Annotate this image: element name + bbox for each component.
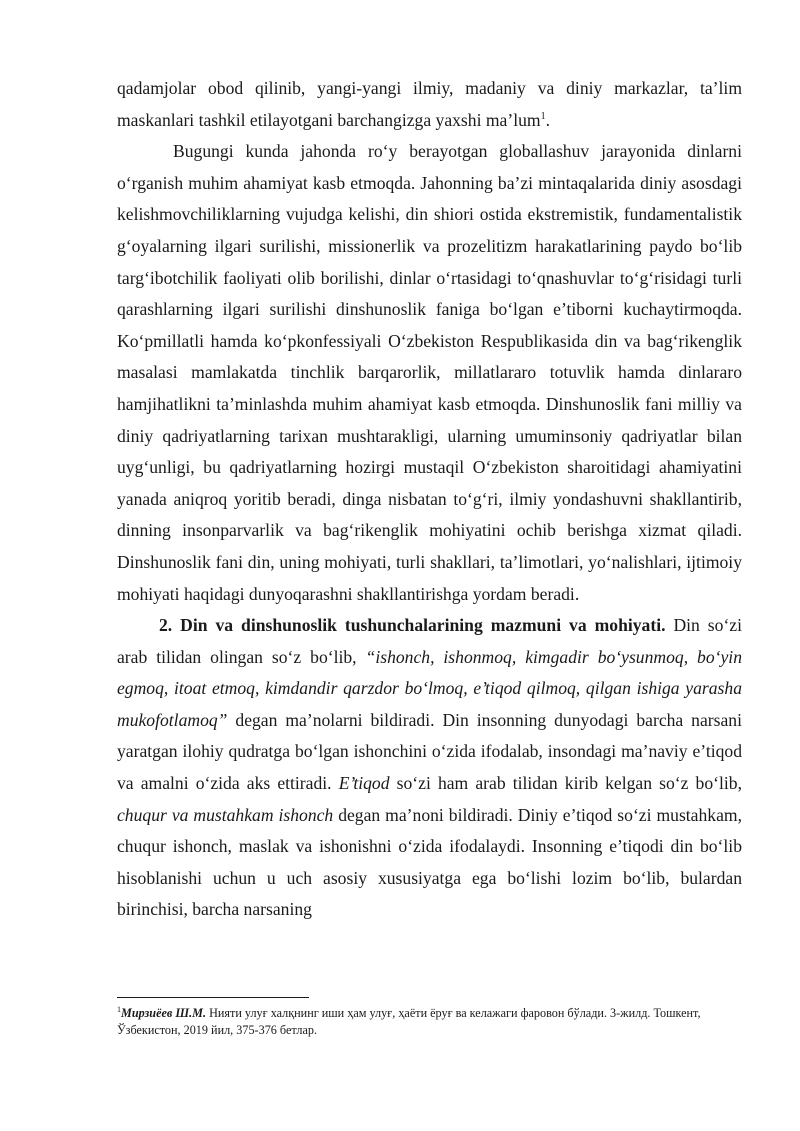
paragraph-text: degan ma’noni bildiradi. Diniy e’tiqod so‘zi mustahkam, chuqur ishonch, maslak va ishonishni o‘zida ifodalaydi. Insonning e’tiqodi din bo‘lib hisoblanishi uchun u uch asosiy xususiyatga ega bo‘lishi lozim bo‘lib, bulardan birinchisi, barcha narsaning <box>117 804 742 920</box>
footnote-number: 1 <box>117 1004 121 1014</box>
paragraph-continuation <box>117 73 742 136</box>
paragraph-text: so‘zi ham arab tilidan kirib kelgan so‘z bo‘lib, <box>389 773 742 794</box>
footnote-author: Мирзиёев Ш.М. <box>121 1006 207 1020</box>
paragraph-definitions <box>117 610 742 926</box>
paragraph-text: degan ma’nolarni bildiradi. Din insonning dunyodagi barcha narsani yaratgan ilohiy qudratga bo‘lgan ishonchini o‘zida ifodalab, insondagi ma’naviy e’tiqod va amalni o‘zida aks ettiradi. <box>117 709 742 794</box>
footnote-text: Нияти улуғ халқнинг иши ҳам улуғ, ҳаёти ёруғ ва келажаги фаровон бўлади. 3-жилд. Тошкент, Ўзбекистон, 2019 йил, 375-376 бетлар. <box>117 1006 701 1037</box>
footnote-divider <box>117 997 309 998</box>
section-heading: 2. Din va dinshunoslik tushunchalarining mazmuni va mohiyati. <box>159 615 666 636</box>
italic-term: E’tiqod <box>338 773 390 794</box>
paragraph-globalization: Bugungi kunda jahonda ro‘y berayotgan globallashuv jarayonida dinlarni o‘rganish muhim ahamiyat kasb etmoqda. Jahonning ba’zi mintaqalarida diniy asosdagi kelishmovchiliklarning vujudga kelishi, din shiori ostida ekstremistik, fundamentalistik g‘oyalarning ilgari surilishi, missionerlik va prozelitizm harakatlarining paydo bo‘lib targ‘ibotchilik faoliyati olib borilishi, dinlar o‘rtasidagi to‘qnashuvlar to‘g‘risidagi turli qarashlarning ilgari surilishi dinshunoslik faniga bo‘lgan e’tiborni kuchaytirmoqda. Ko‘pmillatli hamda ko‘pkonfessiyali O‘zbekiston Respublikasida din va bag‘rikenglik masalasi mamlakatda tinchlik barqarorlik, millatlararo totuvlik hamda dinlararo hamjihatlikni ta’minlashda muhim ahamiyat kasb etmoqda. Dinshunoslik fani milliy va diniy qadriyatlarning tarixan mushtarakligi, ularning umuminsoniy qadriyatlar bilan uyg‘unligi, bu qadriyatlarning hozirgi mustaqil O‘zbekiston sharoitidagi ahamiyatini yanada aniqroq yoritib beradi, dinga nisbatan to‘g‘ri, ilmiy yondashuvni shakllantirib, dinning insonparvarlik va bag‘rikenglik mohiyatini ochib berishga xizmat qiladi. Dinshunoslik fani din, uning mohiyati, turli shakllari, ta’limotlari, yo‘nalishlari, ijtimoiy mohiyati haqidagi dunyoqarashni shakllantirishga yordam beradi. <box>117 141 742 604</box>
footnote <box>117 1005 742 1039</box>
paragraph-end: . <box>545 109 550 130</box>
footnote-reference: 1 <box>540 110 546 122</box>
paragraph-text: qadamjolar obod qilinib, yangi-yangi ilmiy, madaniy va diniy markazlar, ta’lim maskanlari tashkil etilayotgani barchangizga yaxshi ma’lum <box>117 78 742 130</box>
italic-term: chuqur va mustahkam ishonch <box>117 804 334 825</box>
body-text <box>117 73 742 926</box>
paragraph-text: Din so‘zi arab tilidan olingan so‘z bo‘lib, <box>117 615 742 667</box>
italic-term: “ishonch, ishonmoq, kimgadir bo‘ysunmoq, bo‘yin egmoq, itoat etmoq, kimdandir qarzdor bo‘lmoq, e’tiqod qilmoq, qilgan ishiga yarasha mukofotlamoq” <box>117 646 742 730</box>
